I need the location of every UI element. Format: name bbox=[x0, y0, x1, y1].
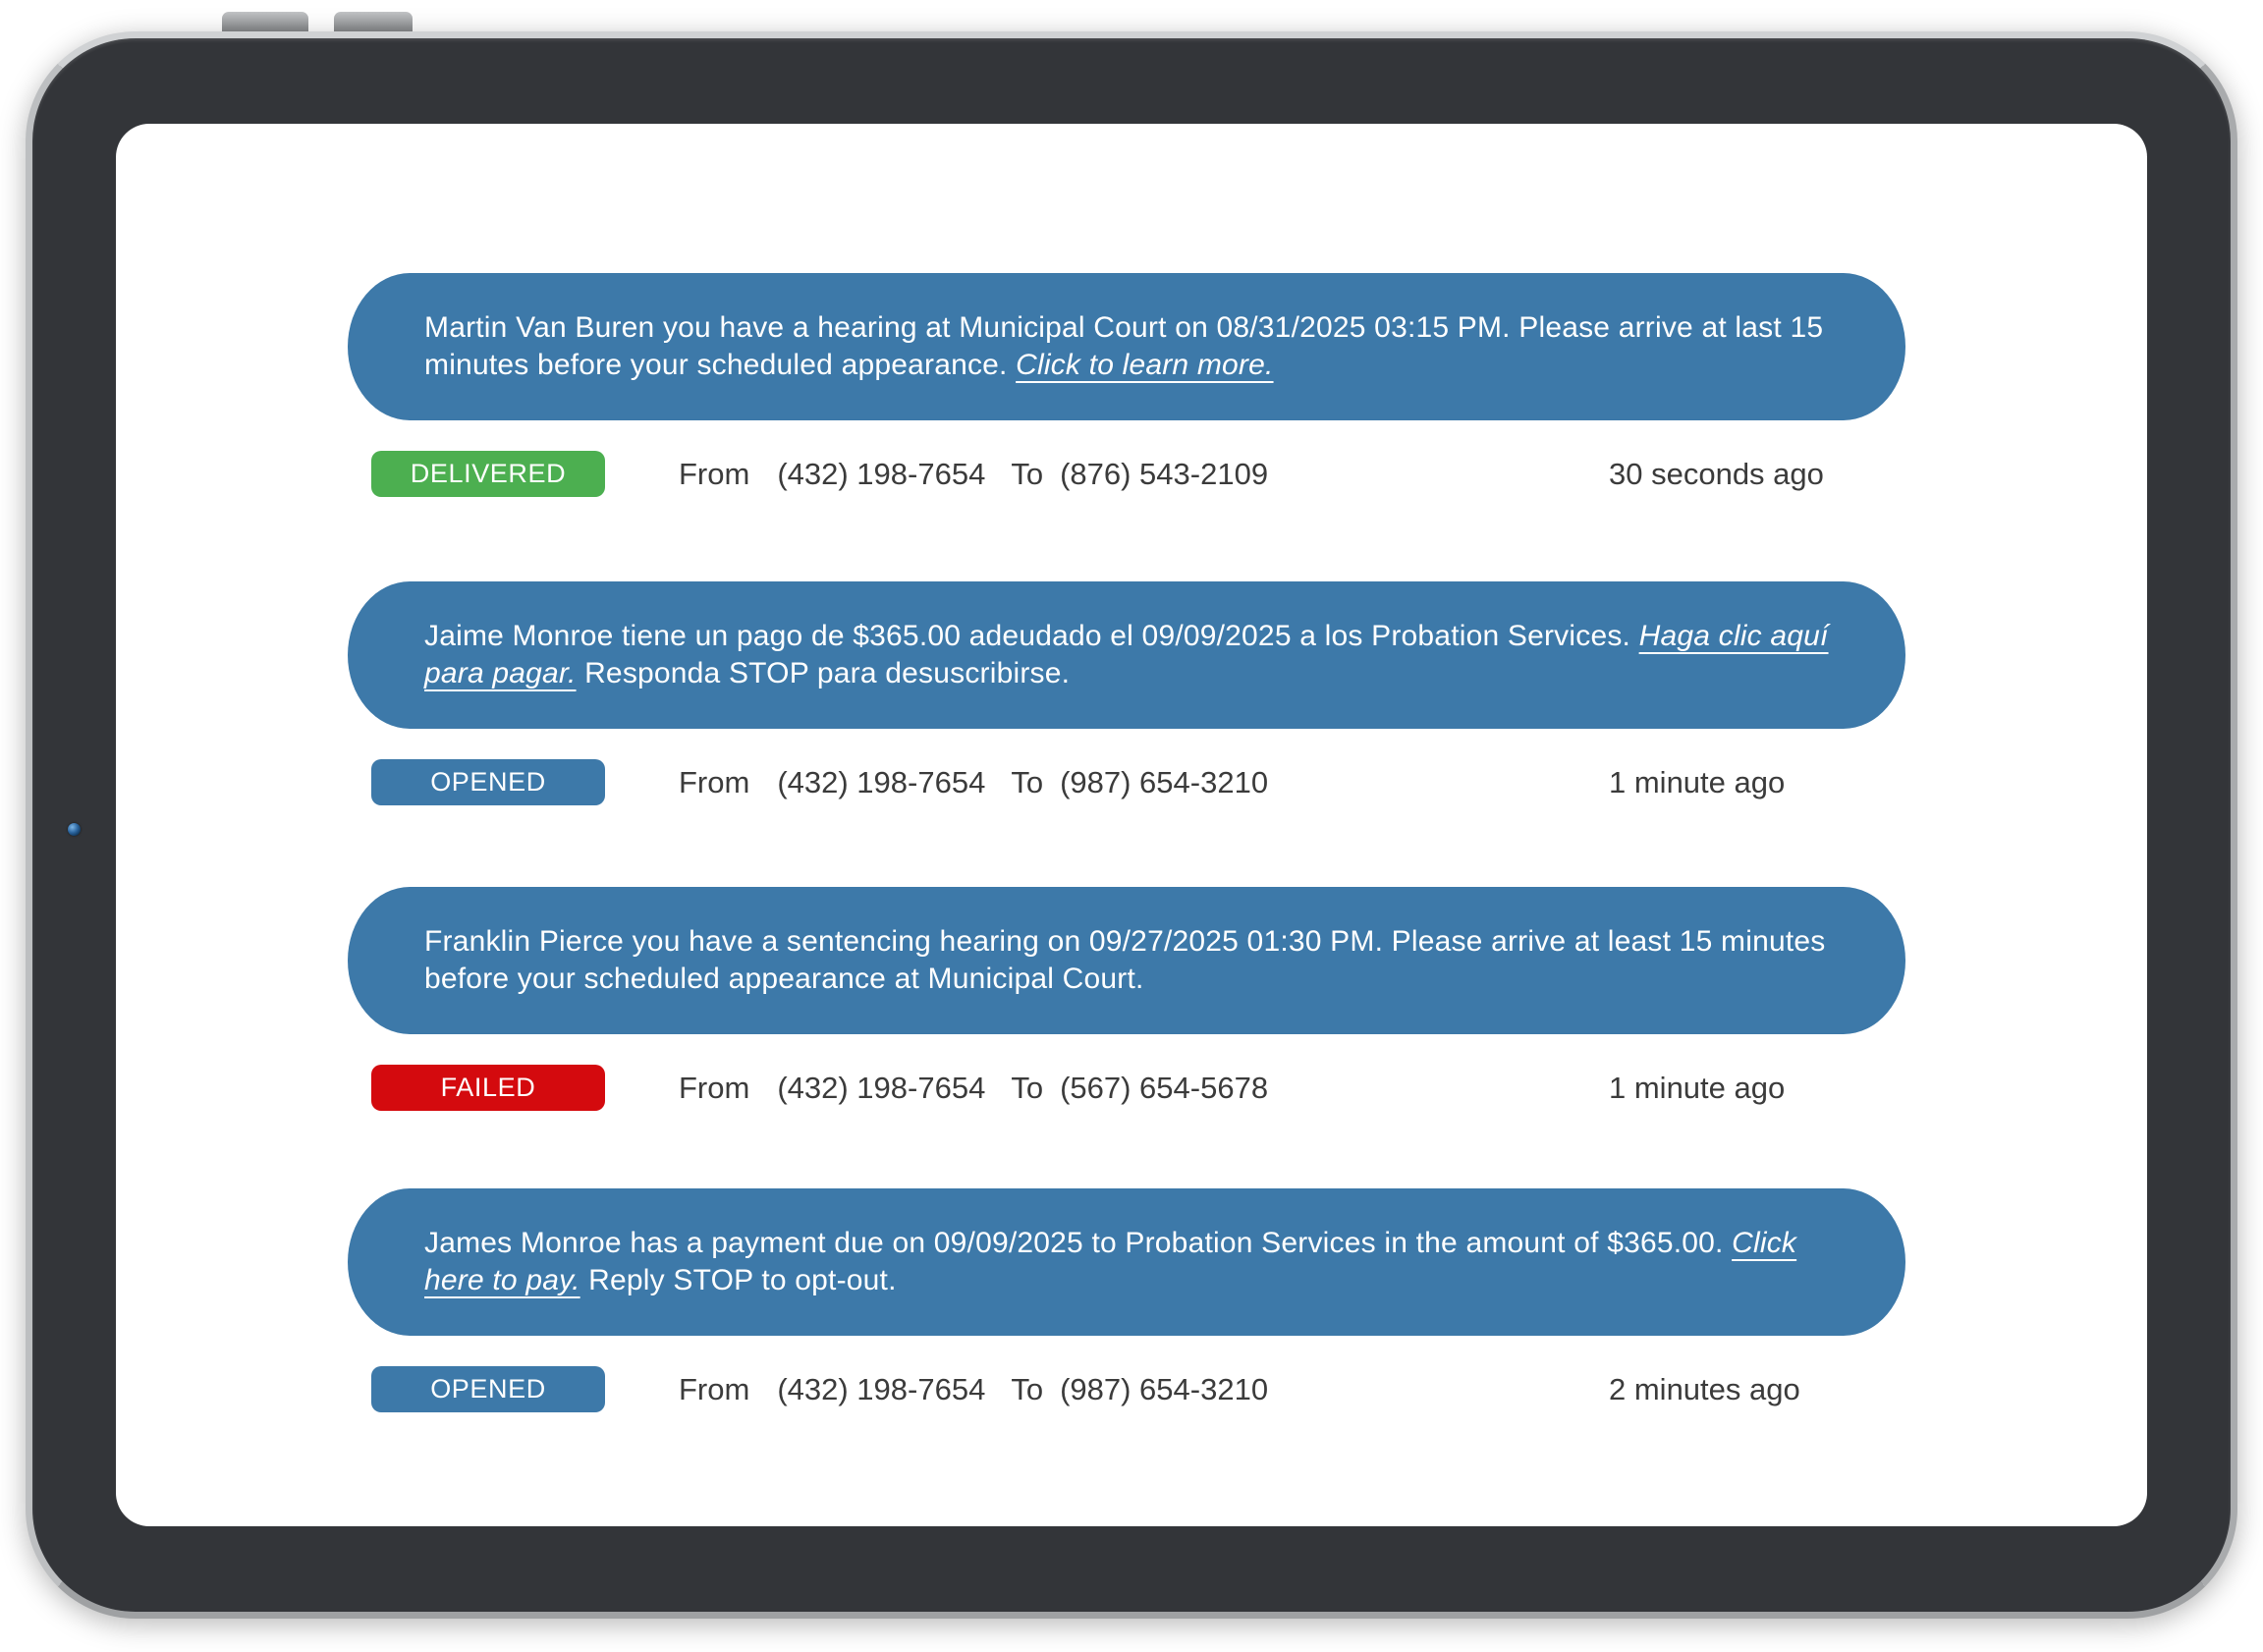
bubble-body-text: Jaime Monroe tiene un pago de $365.00 adeudado el 09/09/2025 a los Probation Services. bbox=[424, 620, 1639, 652]
to-number: (987) 654-3210 bbox=[1060, 764, 1269, 799]
from-label: From bbox=[679, 1371, 750, 1406]
message-group bbox=[116, 581, 2147, 805]
bubble-link[interactable]: Click here to pay. bbox=[424, 1227, 1797, 1296]
from-label: From bbox=[679, 456, 750, 491]
to-number: (567) 654-5678 bbox=[1060, 1070, 1269, 1105]
from-number: (432) 198-7654 bbox=[777, 764, 986, 799]
bubble-body-text: Martin Van Buren you have a hearing at Municipal Court on 08/31/2025 03:15 PM. Please arrive at last 15 minutes before your scheduled appearance. bbox=[424, 311, 1824, 381]
to-label: To bbox=[1011, 764, 1044, 799]
timestamp: 1 minute ago bbox=[1609, 764, 1786, 799]
from-label: From bbox=[679, 1070, 750, 1105]
status-badge: FAILED bbox=[371, 1065, 605, 1111]
message-bubble bbox=[348, 1188, 1905, 1336]
front-camera-icon bbox=[68, 823, 81, 836]
status-row bbox=[116, 1366, 2147, 1412]
screen bbox=[116, 124, 2147, 1526]
to-label: To bbox=[1011, 456, 1044, 491]
message-group bbox=[116, 1188, 2147, 1412]
status-badge: OPENED bbox=[371, 1366, 605, 1412]
bubble-text bbox=[424, 618, 1839, 692]
message-bubble bbox=[348, 887, 1905, 1034]
message-group bbox=[116, 887, 2147, 1111]
status-row bbox=[116, 451, 2147, 497]
route-info bbox=[679, 1065, 1268, 1111]
bubble-tail-text: Reply STOP to opt-out. bbox=[580, 1264, 897, 1296]
route-info bbox=[679, 759, 1268, 805]
message-bubble bbox=[348, 273, 1905, 420]
bubble-link[interactable]: Click to learn more. bbox=[1016, 349, 1274, 381]
bubble-text bbox=[424, 923, 1839, 998]
bubble-text bbox=[424, 1225, 1839, 1299]
to-number: (987) 654-3210 bbox=[1060, 1371, 1269, 1406]
timestamp: 30 seconds ago bbox=[1609, 456, 1824, 491]
status-badge: OPENED bbox=[371, 759, 605, 805]
status-row bbox=[116, 1065, 2147, 1111]
to-number: (876) 543-2109 bbox=[1060, 456, 1269, 491]
route-info bbox=[679, 1366, 1268, 1412]
route-info bbox=[679, 451, 1268, 497]
from-number: (432) 198-7654 bbox=[777, 456, 986, 491]
to-label: To bbox=[1011, 1070, 1044, 1105]
timestamp: 2 minutes ago bbox=[1609, 1371, 1800, 1406]
from-number: (432) 198-7654 bbox=[777, 1070, 986, 1105]
bubble-link[interactable]: Haga clic aquí para pagar. bbox=[424, 620, 1829, 689]
from-label: From bbox=[679, 764, 750, 799]
message-group bbox=[116, 273, 2147, 497]
bubble-body-text: James Monroe has a payment due on 09/09/2025 to Probation Services in the amount of $365.00. bbox=[424, 1227, 1733, 1259]
bubble-text bbox=[424, 309, 1839, 384]
bubble-body-text: Franklin Pierce you have a sentencing hearing on 09/27/2025 01:30 PM. Please arrive at least 15 minutes before your scheduled appearance at Municipal Court. bbox=[424, 925, 1826, 995]
bubble-tail-text: Responda STOP para desuscribirse. bbox=[576, 657, 1071, 689]
timestamp: 1 minute ago bbox=[1609, 1070, 1786, 1105]
status-badge: DELIVERED bbox=[371, 451, 605, 497]
status-row bbox=[116, 759, 2147, 805]
message-bubble bbox=[348, 581, 1905, 729]
from-number: (432) 198-7654 bbox=[777, 1371, 986, 1406]
to-label: To bbox=[1011, 1371, 1044, 1406]
